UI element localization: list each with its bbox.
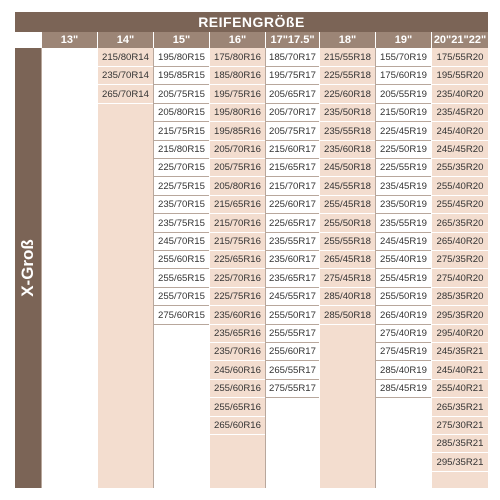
table-title: REIFENGRÖßE — [15, 12, 488, 32]
size-cell: 215/70R17 — [266, 178, 319, 196]
size-cell: 195/55R20 — [432, 67, 488, 85]
size-cell: 255/60R15 — [154, 251, 209, 269]
size-cell: 215/65R16 — [210, 196, 265, 214]
size-cell: 195/80R15 — [154, 49, 209, 67]
size-cell: 235/45R20 — [432, 104, 488, 122]
size-cell: 265/40R19 — [376, 307, 431, 325]
size-cell: 275/40R19 — [376, 325, 431, 343]
size-cell: 245/35R21 — [432, 343, 488, 361]
size-cell: 225/75R16 — [210, 288, 265, 306]
size-cell: 295/35R20 — [432, 307, 488, 325]
size-cell: 225/65R17 — [266, 215, 319, 233]
size-column-5 — [319, 48, 375, 488]
size-cell: 265/35R21 — [432, 399, 488, 417]
size-cell: 245/60R16 — [210, 362, 265, 380]
size-cell: 195/85R15 — [154, 67, 209, 85]
size-cell: 285/50R18 — [320, 307, 375, 325]
size-cell: 255/65R15 — [154, 270, 209, 288]
size-cell: 245/55R18 — [320, 178, 375, 196]
size-cell: 225/45R19 — [376, 123, 431, 141]
size-cell: 285/35R21 — [432, 435, 488, 453]
size-cell: 255/60R16 — [210, 380, 265, 398]
size-cell: 255/35R20 — [432, 159, 488, 177]
size-cell: 265/60R16 — [210, 417, 265, 435]
column-header-4: 17"17.5" — [265, 32, 319, 48]
size-cell: 255/55R17 — [266, 325, 319, 343]
size-cell: 255/45R18 — [320, 196, 375, 214]
size-cell: 205/75R16 — [210, 159, 265, 177]
size-cell: 255/50R17 — [266, 307, 319, 325]
size-cell: 205/65R17 — [266, 86, 319, 104]
size-cell: 255/45R20 — [432, 196, 488, 214]
size-cell: 225/60R17 — [266, 196, 319, 214]
size-cell: 275/45R19 — [376, 343, 431, 361]
size-cell: 255/40R21 — [432, 380, 488, 398]
size-cell: 245/70R15 — [154, 233, 209, 251]
size-cell: 295/35R21 — [432, 454, 488, 472]
size-cell: 235/70R15 — [154, 196, 209, 214]
size-column-2 — [153, 48, 209, 488]
size-cell: 245/45R19 — [376, 233, 431, 251]
size-cell: 235/60R16 — [210, 307, 265, 325]
column-header-0: 13" — [41, 32, 97, 48]
size-column-4 — [265, 48, 319, 488]
size-cell: 205/70R16 — [210, 141, 265, 159]
column-header-2: 15" — [153, 32, 209, 48]
size-cell: 265/35R20 — [432, 215, 488, 233]
size-cell: 285/35R20 — [432, 288, 488, 306]
size-cell: 275/30R21 — [432, 417, 488, 435]
size-cell: 265/45R18 — [320, 251, 375, 269]
size-cell: 255/65R16 — [210, 399, 265, 417]
size-cell: 205/80R15 — [154, 104, 209, 122]
size-cell: 285/40R19 — [376, 362, 431, 380]
size-cell: 185/70R17 — [266, 49, 319, 67]
size-cell: 255/70R15 — [154, 288, 209, 306]
size-cell: 235/65R16 — [210, 325, 265, 343]
size-cell: 235/40R20 — [432, 86, 488, 104]
size-cell: 265/40R20 — [432, 233, 488, 251]
size-cell: 225/70R16 — [210, 270, 265, 288]
size-cell: 265/70R14 — [98, 86, 153, 104]
size-cell: 185/80R16 — [210, 67, 265, 85]
size-column-6 — [375, 48, 431, 488]
size-cell: 225/75R15 — [154, 178, 209, 196]
size-column-1 — [97, 48, 153, 488]
size-cell: 235/45R19 — [376, 178, 431, 196]
size-cell: 255/40R19 — [376, 251, 431, 269]
size-cell: 275/45R18 — [320, 270, 375, 288]
size-cell: 175/80R16 — [210, 49, 265, 67]
size-cell: 225/60R18 — [320, 86, 375, 104]
size-cell: 235/70R16 — [210, 343, 265, 361]
size-cell: 205/70R17 — [266, 104, 319, 122]
column-header-1: 14" — [97, 32, 153, 48]
size-cell: 215/60R17 — [266, 141, 319, 159]
size-cell: 195/75R17 — [266, 67, 319, 85]
size-cell: 215/75R15 — [154, 123, 209, 141]
size-cell: 235/50R18 — [320, 104, 375, 122]
size-cell: 275/60R15 — [154, 307, 209, 325]
size-cell: 225/55R19 — [376, 159, 431, 177]
size-cell: 205/75R17 — [266, 123, 319, 141]
size-cell: 255/50R18 — [320, 215, 375, 233]
size-cell: 275/40R20 — [432, 270, 488, 288]
column-header-7: 20"21"22" — [431, 32, 488, 48]
size-cell: 285/45R19 — [376, 380, 431, 398]
size-cell: 275/35R20 — [432, 251, 488, 269]
size-cell: 255/45R19 — [376, 270, 431, 288]
size-cell: 175/55R20 — [432, 49, 488, 67]
size-cell: 195/80R16 — [210, 104, 265, 122]
size-cell: 245/40R21 — [432, 362, 488, 380]
size-cell: 235/50R19 — [376, 196, 431, 214]
size-cell: 255/60R17 — [266, 343, 319, 361]
size-cell: 295/40R20 — [432, 325, 488, 343]
size-cell: 215/80R15 — [154, 141, 209, 159]
size-cell: 195/85R16 — [210, 123, 265, 141]
size-cell: 255/40R20 — [432, 178, 488, 196]
size-cell: 235/60R18 — [320, 141, 375, 159]
size-cell: 215/50R19 — [376, 104, 431, 122]
size-cell: 205/75R15 — [154, 86, 209, 104]
size-cell: 215/65R17 — [266, 159, 319, 177]
size-cell: 215/75R16 — [210, 233, 265, 251]
size-cell: 215/70R16 — [210, 215, 265, 233]
size-cell: 215/80R14 — [98, 49, 153, 67]
size-cell: 235/70R14 — [98, 67, 153, 85]
column-header-5: 18" — [319, 32, 375, 48]
size-cell: 285/40R18 — [320, 288, 375, 306]
size-column-7 — [431, 48, 488, 488]
size-cell: 235/55R18 — [320, 123, 375, 141]
size-cell: 225/65R16 — [210, 251, 265, 269]
size-cell: 275/55R17 — [266, 380, 319, 398]
size-cell: 235/65R17 — [266, 270, 319, 288]
size-column-3 — [209, 48, 265, 488]
size-cell: 175/60R19 — [376, 67, 431, 85]
column-header-3: 16" — [209, 32, 265, 48]
size-category-text: X-Groß — [18, 239, 37, 297]
size-cell: 225/50R19 — [376, 141, 431, 159]
size-cell: 245/40R20 — [432, 123, 488, 141]
size-cell: 155/70R19 — [376, 49, 431, 67]
column-header-6: 19" — [375, 32, 431, 48]
size-cell: 225/70R15 — [154, 159, 209, 177]
size-cell: 245/50R18 — [320, 159, 375, 177]
size-cell: 245/55R17 — [266, 288, 319, 306]
size-cell: 195/75R16 — [210, 86, 265, 104]
size-category-label — [15, 48, 41, 488]
size-cell: 225/55R18 — [320, 67, 375, 85]
size-cell: 235/55R17 — [266, 233, 319, 251]
size-cell: 205/80R16 — [210, 178, 265, 196]
size-cell: 205/55R19 — [376, 86, 431, 104]
size-cell: 265/55R17 — [266, 362, 319, 380]
size-cell: 255/50R19 — [376, 288, 431, 306]
size-cell: 215/55R18 — [320, 49, 375, 67]
size-cell: 235/55R19 — [376, 215, 431, 233]
size-cell: 245/45R20 — [432, 141, 488, 159]
size-cell: 235/75R15 — [154, 215, 209, 233]
size-cell: 255/55R18 — [320, 233, 375, 251]
size-cell: 235/60R17 — [266, 251, 319, 269]
size-column-0 — [41, 48, 97, 488]
